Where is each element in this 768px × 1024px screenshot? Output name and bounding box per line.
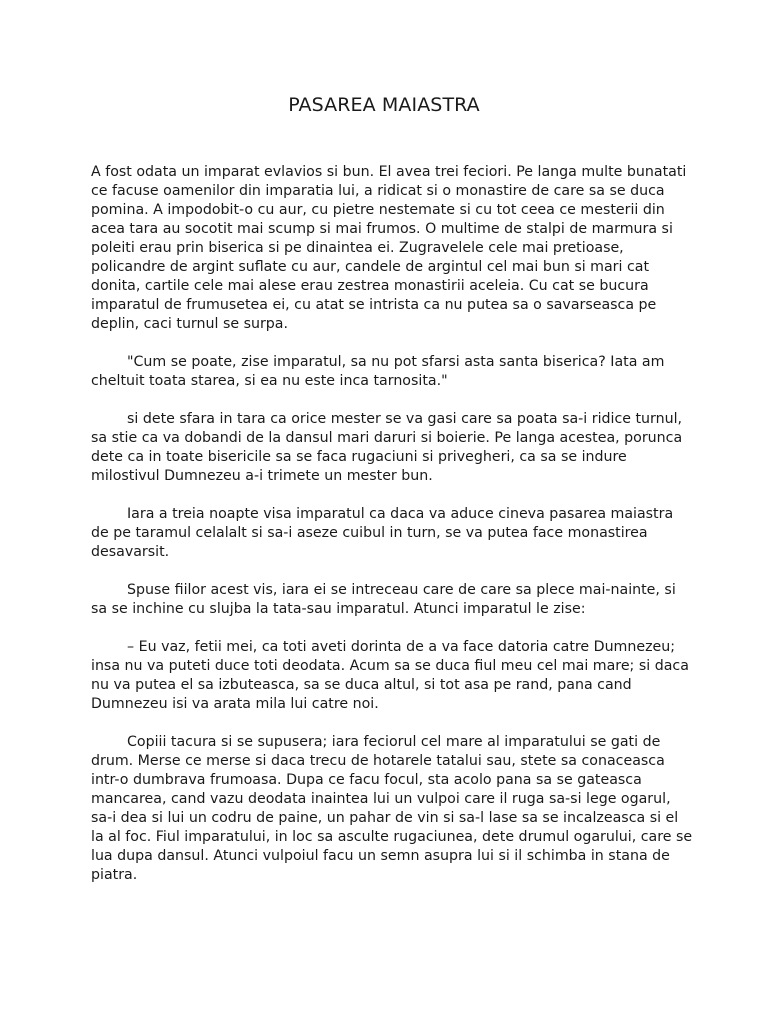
text-line: mancarea, cand vazu deodata inaintea lui un vulpoi care il ruga sa-si lege ogarul, — [91, 791, 671, 807]
paragraph — [91, 733, 691, 885]
text-line: drum. Merse ce merse si daca trecu de hotarele tatalui sau, stete sa conaceasca — [91, 753, 665, 769]
text-line: piatra. — [91, 867, 138, 883]
text-line: Iara a treia noapte visa imparatul ca daca va aduce cineva pasarea maiastra — [127, 506, 674, 522]
text-line: sa stie ca va dobandi de la dansul mari daruri si boierie. Pe langa acestea, porunca — [91, 430, 683, 446]
text-line: intr-o dumbrava frumoasa. Dupa ce facu focul, sta acolo pana sa se gateasca — [91, 772, 642, 788]
paragraph — [91, 163, 691, 334]
text-line: pomina. A impodobit-o cu aur, cu pietre nestemate si cu tot ceea ce mesterii din — [91, 202, 665, 218]
text-line: A fost odata un imparat evlavios si bun. El avea trei feciori. Pe langa multe bunatati — [91, 164, 687, 180]
text-line: Spuse fiilor acest vis, iara ei se intreceau care de care sa plece mai-nainte, si — [127, 582, 676, 598]
text-line: poleiti erau prin biserica si pe dinaintea ei. Zugravelele cele mai pretioase, — [91, 240, 624, 256]
document-title: PASAREA MAIASTRA — [288, 94, 480, 116]
paragraph — [91, 353, 691, 391]
text-line: policandre de argint suflate cu aur, candele de argintul cel mai bun si mari cat — [91, 259, 650, 275]
text-line: Copiii tacura si se supusera; iara feciorul cel mare al imparatului se gati de — [127, 734, 661, 750]
text-line: la al foc. Fiul imparatului, in loc sa asculte rugaciunea, dete drumul ogarului, care se — [91, 829, 693, 845]
text-line: Dumnezeu isi va arata mila lui catre noi. — [91, 696, 379, 712]
text-line: dete ca in toate bisericile sa se faca rugaciuni si privegheri, ca sa se indure — [91, 449, 627, 465]
text-line: lua dupa dansul. Atunci vulpoiul facu un semn asupra lui si il schimba in stana de — [91, 848, 670, 864]
text-line: deplin, caci turnul se surpa. — [91, 316, 289, 332]
paragraph — [91, 410, 691, 486]
text-line: nu va putea el sa izbuteasca, sa se duca altul, si tot asa pe rand, pana cand — [91, 677, 632, 693]
text-line: "Cum se poate, zise imparatul, sa nu pot sfarsi asta santa biserica? Iata am — [127, 354, 665, 370]
text-line: si dete sfara in tara ca orice mester se va gasi care sa poata sa-i ridice turnul, — [127, 411, 683, 427]
text-line: de pe taramul celalalt si sa-i aseze cuibul in turn, se va putea face monastirea — [91, 525, 648, 541]
text-line: cheltuit toata starea, si ea nu este inca tarnosita." — [91, 373, 448, 389]
text-line: donita, cartile cele mai alese erau zestrea monastirii aceleia. Cu cat se bucura — [91, 278, 649, 294]
document-body — [91, 163, 691, 904]
paragraph — [91, 581, 691, 619]
text-line: sa se inchine cu slujba la tata-sau imparatul. Atunci imparatul le zise: — [91, 601, 586, 617]
text-line: ce facuse oamenilor din imparatia lui, a ridicat si o monastire de care sa se duca — [91, 183, 665, 199]
text-line: insa nu va puteti duce toti deodata. Acum sa se duca fiul meu cel mai mare; si daca — [91, 658, 689, 674]
text-line: sa-i dea si lui un codru de paine, un pahar de vin si sa-l lase sa se incalzeasca si el — [91, 810, 679, 826]
text-line: milostivul Dumnezeu a-i trimete un mester bun. — [91, 468, 433, 484]
paragraph — [91, 505, 691, 562]
text-line: – Eu vaz, fetii mei, ca toti aveti dorinta de a va face datoria catre Dumnezeu; — [127, 639, 676, 655]
text-line: desavarsit. — [91, 544, 170, 560]
paragraph — [91, 638, 691, 714]
text-line: acea tara au socotit mai scump si mai frumos. O multime de stalpi de marmura si — [91, 221, 673, 237]
text-line: imparatul de frumusetea ei, cu atat se intrista ca nu putea sa o savarseasca pe — [91, 297, 657, 313]
